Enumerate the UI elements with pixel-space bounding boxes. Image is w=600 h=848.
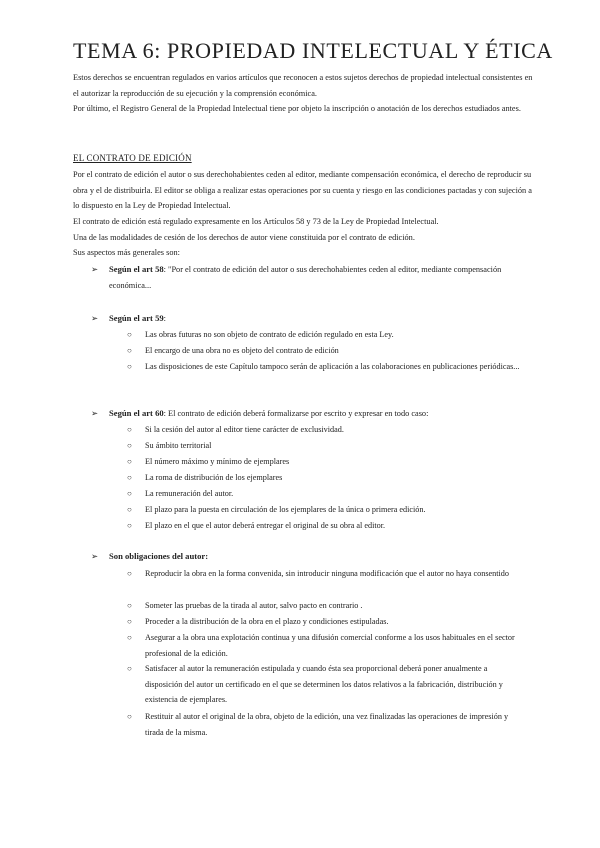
circle-bullet-icon: ○ [127, 473, 132, 482]
arrow-bullet-icon: ➢ [91, 551, 99, 561]
page-title: TEMA 6: PROPIEDAD INTELECTUAL Y ÉTICA [73, 38, 553, 63]
section-paragraph-2: El contrato de edición está regulado expresamente en los Artículos 58 y 73 de la Ley de Propiedad Intelectual. [73, 217, 439, 226]
art60-list-item: El plazo en el que el autor deberá entregar el original de su obra al editor. [145, 521, 386, 530]
circle-bullet-icon: ○ [127, 664, 132, 673]
art60-list-item: El número máximo y mínimo de ejemplares [145, 457, 290, 466]
art58-item [109, 262, 529, 293]
art60-text: : El contrato de edición deberá formalizarse por escrito y expresar en todo caso: [163, 409, 429, 418]
circle-bullet-icon: ○ [127, 712, 132, 721]
obligaciones-list-item: Restituir al autor el original de la obra, objeto de la edición, una vez finalizadas las operaciones de impresión y tirada de la misma. [145, 712, 509, 737]
obligaciones-item [109, 549, 529, 565]
art59-list-item: Las obras futuras no son objeto de contrato de edición regulado en esta Ley. [145, 330, 394, 339]
intro-paragraph-2: Por último, el Registro General de la Propiedad Intelectual tiene por objeto la inscripción o anotación de los derechos estudiados antes. [73, 104, 521, 113]
art59-list-item: Las disposiciones de este Capítulo tampoco serán de aplicación a las colaboraciones en publicaciones periódicas... [145, 362, 520, 371]
art60-label: Según el art 60 [109, 408, 164, 418]
art60-list-item: La roma de distribución de los ejemplares [145, 473, 283, 482]
art59-suffix: : [163, 314, 166, 323]
art58-text: : "Por el contrato de edición del autor o sus derechohabientes ceden al editor, mediante compensación económica... [109, 265, 502, 290]
art58-label: Según el art 58 [109, 264, 164, 274]
obligaciones-list-item: Reproducir la obra en la forma convenida, sin introducir ninguna modificación que el autor no haya consentido [145, 569, 509, 578]
art59-label: Según el art 59 [109, 313, 164, 323]
art59-list-item: El encargo de una obra no es objeto del contrato de edición [145, 346, 339, 355]
section-paragraph-3: Una de las modalidades de cesión de los derechos de autor viene constituida por el contrato de edición. [73, 233, 415, 242]
obligaciones-list-item: Satisfacer al autor la remuneración estipulada y cuando ésta sea proporcional deberá poner anualmente a disposición del autor un certificado en el que se determinen los datos relativos a la fabricación, distribución y existencia de ejemplares. [145, 664, 503, 704]
section-paragraph-4: Sus aspectos más generales son: [73, 248, 180, 257]
circle-bullet-icon: ○ [127, 617, 132, 626]
intro-paragraph-1: Estos derechos se encuentran regulados en varios artículos que reconocen a estos sujetos derechos de propiedad intelectual consistentes en el autorizar la reproducción de su ejecución y la comprensión económica. [73, 73, 533, 98]
obligaciones-list-item: Asegurar a la obra una explotación continua y una difusión comercial conforme a los usos habituales en el sector profesional de la edición. [145, 633, 515, 658]
circle-bullet-icon: ○ [127, 441, 132, 450]
art60-list-item: El plazo para la puesta en circulación de los ejemplares de la única o primera edición. [145, 505, 426, 514]
circle-bullet-icon: ○ [127, 505, 132, 514]
circle-bullet-icon: ○ [127, 346, 132, 355]
circle-bullet-icon: ○ [127, 362, 132, 371]
circle-bullet-icon: ○ [127, 457, 132, 466]
arrow-bullet-icon: ➢ [91, 313, 99, 323]
art59-item [109, 311, 529, 327]
circle-bullet-icon: ○ [127, 330, 132, 339]
circle-bullet-icon: ○ [127, 569, 132, 578]
section-paragraph-1: Por el contrato de edición el autor o sus derechohabientes ceden al editor, mediante compensación económica, el derecho de reproducir su obra y el de distribuirla. El editor se obliga a realizar estas operaciones por su cuenta y riesgo en las condiciones pactadas y con sujeción a lo dispuesto en la Ley de Propiedad Intelectual. [73, 170, 532, 210]
circle-bullet-icon: ○ [127, 521, 132, 530]
section-heading: EL CONTRATO DE EDICIÓN [73, 153, 192, 163]
obligaciones-list-item: Proceder a la distribución de la obra en el plazo y condiciones estipuladas. [145, 617, 389, 626]
circle-bullet-icon: ○ [127, 425, 132, 434]
circle-bullet-icon: ○ [127, 489, 132, 498]
obligaciones-label: Son obligaciones del autor: [109, 551, 209, 561]
art60-list-item: Su ámbito territorial [145, 441, 212, 450]
circle-bullet-icon: ○ [127, 601, 132, 610]
arrow-bullet-icon: ➢ [91, 408, 99, 418]
art60-list-item: Si la cesión del autor al editor tiene carácter de exclusividad. [145, 425, 344, 434]
circle-bullet-icon: ○ [127, 633, 132, 642]
art60-item [109, 406, 529, 422]
art60-list-item: La remuneración del autor. [145, 489, 234, 498]
arrow-bullet-icon: ➢ [91, 264, 99, 274]
obligaciones-list-item: Someter las pruebas de la tirada al autor, salvo pacto en contrario . [145, 601, 363, 610]
